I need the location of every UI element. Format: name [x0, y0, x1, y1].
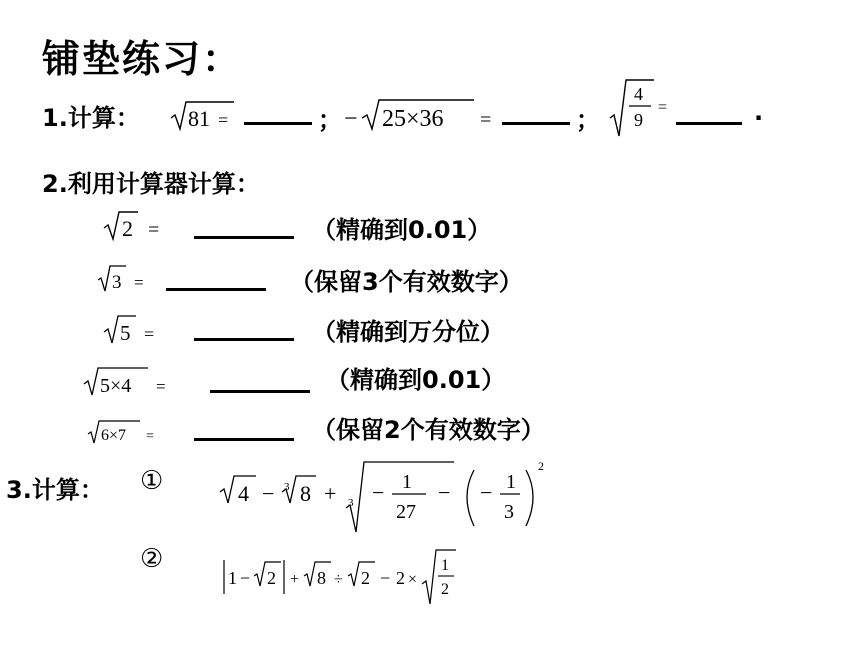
q3-e2-term: 2	[361, 568, 370, 588]
equals-sign: =	[134, 273, 144, 292]
minus-sign: −	[240, 568, 251, 588]
plus-sign: +	[324, 481, 337, 506]
times-sign: ×	[408, 571, 418, 588]
q3-e2-term: 2	[267, 568, 276, 588]
q1-separator-2: ；	[576, 106, 600, 134]
fraction-denominator: 2	[441, 581, 449, 598]
minus-sign: −	[438, 480, 451, 505]
item-marker-2: ②	[140, 544, 164, 574]
minus-sign: −	[372, 480, 385, 505]
q2-row1-note: （精确到0.01）	[312, 216, 492, 244]
left-paren	[467, 470, 474, 526]
divide-sign: ÷	[334, 571, 343, 588]
equals-sign: =	[148, 219, 160, 241]
q1-expr2	[342, 94, 502, 136]
q2-row2-blank[interactable]	[166, 270, 266, 291]
radical-sign	[610, 80, 654, 136]
q3-e1-term: 8	[300, 481, 311, 506]
q2-row1-blank[interactable]	[194, 218, 294, 239]
q1-blank-1[interactable]	[244, 104, 312, 125]
q1-expr3-numerator: 4	[634, 84, 643, 104]
question-2-label: 2.利用计算器计算：	[42, 170, 260, 198]
question-1-label: 1.计算：	[42, 104, 140, 132]
q3-e2-term: 8	[317, 568, 326, 588]
q2-row3-radicand: 5	[120, 321, 131, 345]
q2-row4-expr	[82, 364, 182, 400]
q1-expr1-radicand: 81	[188, 106, 210, 131]
q2-row4-note: （精确到0.01）	[326, 366, 506, 394]
cube-root-index: 3	[284, 481, 290, 493]
question-3-label: 3.计算：	[6, 476, 104, 504]
equals-sign: =	[218, 110, 229, 130]
equals-sign: =	[658, 99, 668, 116]
q1-expr3	[608, 76, 672, 142]
cube-root-index: 3	[348, 497, 354, 509]
q2-row5-expr	[86, 418, 166, 448]
q2-row2-note: （保留3个有效数字）	[290, 268, 523, 296]
radical-sign	[422, 550, 456, 604]
right-paren	[526, 470, 533, 526]
q1-expr2-radicand: 25×36	[382, 106, 444, 132]
minus-sign: −	[262, 481, 275, 506]
minus-sign: −	[380, 568, 391, 588]
q2-row1-expr	[102, 208, 174, 244]
fraction-numerator: 1	[441, 557, 449, 574]
q1-separator-1: ；	[318, 106, 342, 134]
q3-e2-term: 2	[396, 568, 405, 588]
equals-sign: =	[146, 429, 154, 444]
q2-row5-radicand: 6×7	[101, 427, 127, 444]
q2-row3-note: （精确到万分位）	[312, 318, 504, 346]
equals-sign: =	[144, 324, 155, 344]
q1-expr3-denominator: 9	[634, 110, 643, 130]
q2-row2-radicand: 3	[112, 272, 122, 293]
q2-row4-radicand: 5×4	[100, 375, 132, 397]
minus-sign: −	[480, 480, 493, 505]
plus-sign: +	[290, 571, 300, 588]
q2-row3-blank[interactable]	[194, 320, 294, 341]
exponent: 2	[538, 459, 544, 473]
equals-sign: =	[156, 377, 166, 396]
q1-expr1	[168, 96, 238, 136]
q1-blank-2[interactable]	[502, 104, 570, 125]
q3-e2-term: 1	[228, 568, 237, 588]
equals-sign: =	[480, 109, 492, 131]
q2-row5-note: （保留2个有效数字）	[312, 416, 545, 444]
q2-row2-expr	[96, 262, 158, 296]
q1-end-period: .	[754, 98, 764, 126]
q2-row4-blank[interactable]	[210, 372, 310, 393]
fraction-numerator: 1	[402, 471, 412, 493]
fraction-denominator: 3	[504, 501, 514, 523]
q2-row1-radicand: 2	[122, 216, 133, 241]
item-marker-1: ①	[140, 466, 164, 496]
fraction-numerator: 1	[506, 471, 516, 493]
q3-expr2	[220, 546, 470, 610]
minus-sign: −	[344, 106, 358, 132]
q3-expr1	[216, 456, 550, 538]
fraction-denominator: 27	[396, 501, 416, 523]
q3-e1-term: 4	[238, 481, 249, 506]
q1-blank-3[interactable]	[676, 104, 742, 125]
q2-row3-expr	[102, 312, 168, 348]
q2-row5-blank[interactable]	[194, 420, 294, 441]
page-title: 铺垫练习：	[42, 37, 243, 81]
